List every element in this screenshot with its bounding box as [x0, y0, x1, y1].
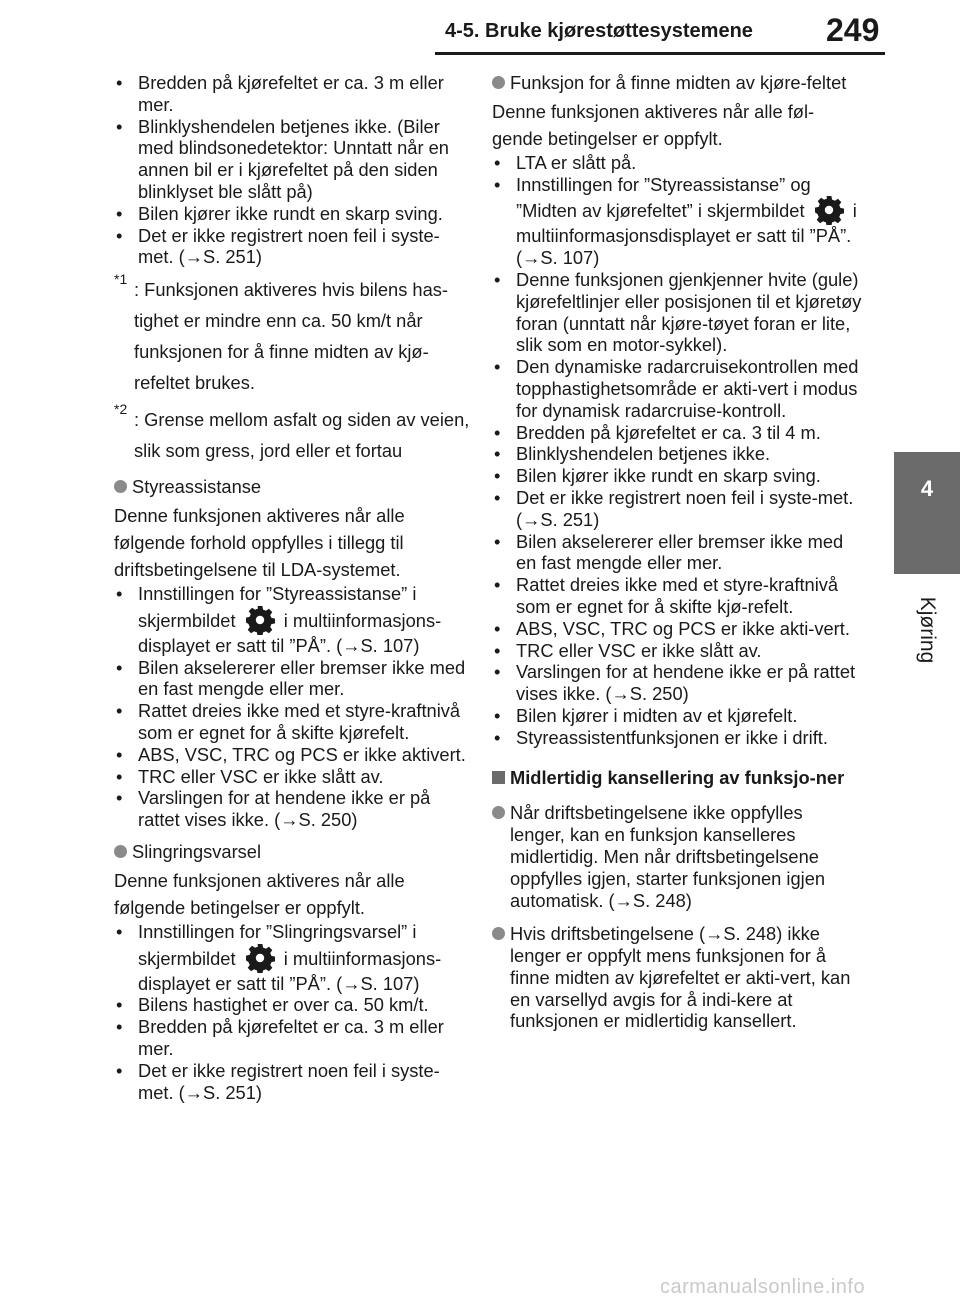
gear-icon	[245, 943, 275, 973]
paragraph-cancellation-1: Når driftsbetingelsene ikke oppfylles lenger, kan en funksjon kanselleres midlertidig. Men når driftsbetingelsene oppfylles igjen, starter funksjonen igjen automatisk. (→S. 248)	[492, 802, 862, 911]
list-item: • LTA er slått på.	[492, 152, 862, 174]
gear-line-before: Innstillingen for ”Slingringsvarsel” i skjermbildet	[138, 920, 417, 969]
gear-line-after: i multiinformasjonsdisplayet er satt til ”PÅ”. (→S. 107)	[516, 200, 857, 269]
gear-icon	[245, 605, 275, 635]
slingringsvarsel-conditions-list	[114, 921, 470, 1104]
footnote-1	[114, 271, 470, 398]
list-item: • Bilen kjører i midten av et kjørefelt.	[492, 705, 862, 727]
footnote-text: : Funksjonen aktiveres hvis bilens has-tighet er mindre enn ca. 50 km/t når funksjonen for å finne midten av kjø-refeltet brukes.	[134, 279, 448, 394]
footnote-mark: *1	[114, 271, 128, 288]
chapter-tab[interactable]	[894, 452, 960, 574]
lane-centering-conditions-list	[492, 152, 862, 749]
list-item: • ABS, VSC, TRC og PCS er ikke akti-vert.	[492, 618, 862, 640]
right-column	[492, 72, 862, 1032]
footnote-mark: *2	[114, 401, 128, 418]
chapter-tab-number: 4	[920, 476, 934, 501]
list-item: • Det er ikke registrert noen feil i syste-met. (→S. 251)	[114, 225, 470, 269]
page-header	[0, 0, 960, 58]
chapter-title: 4-5. Bruke kjørestøttesystemene	[445, 20, 753, 42]
list-item: • Rattet dreies ikke med et styre-kraftnivå som er egnet for å skifte kjørefelt.	[114, 700, 470, 744]
list-item: • Bilens hastighet er over ca. 50 km/t.	[114, 994, 470, 1016]
header-rule	[435, 52, 885, 55]
gear-icon	[814, 195, 844, 225]
list-item: • TRC eller VSC er ikke slått av.	[492, 640, 862, 662]
list-item: • Bredden på kjørefeltet er ca. 3 til 4 m.	[492, 422, 862, 444]
list-item: • TRC eller VSC er ikke slått av.	[114, 766, 470, 788]
watermark: carmanualsonline.info	[660, 1276, 866, 1298]
list-item: • Bilen kjører ikke rundt en skarp sving.	[114, 203, 470, 225]
chapter-side-label	[894, 588, 960, 668]
section-heading-lane-centering: Funksjon for å finne midten av kjøre-feltet	[492, 72, 862, 94]
list-item: • Rattet dreies ikke med et styre-kraftnivå som er egnet for å skifte kjø-refelt.	[492, 574, 862, 618]
gear-line-after: i multiinformasjons-displayet er satt til ”PÅ”. (→S. 107)	[138, 609, 442, 656]
paragraph-cancellation-2: Hvis driftsbetingelsene (→S. 248) ikke lenger er oppfylt mens funksjonen for å finne midten av kjørefeltet er akti-vert, kan en varsellyd avgis for å indi-kere at funksjonen er midlertidig kansellert.	[492, 923, 862, 1032]
gear-line-after: i multiinformasjons-displayet er satt til ”PÅ”. (→S. 107)	[138, 947, 442, 994]
list-item: • Bilen kjører ikke rundt en skarp sving.	[492, 465, 862, 487]
list-item	[492, 174, 862, 269]
list-item: • Denne funksjonen gjenkjenner hvite (gule) kjørefeltlinjer eller posisjonen til et kjøretøy foran (unntatt når kjøre-tøyet foran er lite, slik som en motor-sykkel).	[492, 269, 862, 356]
section-heading-slingringsvarsel: Slingringsvarsel	[114, 841, 470, 863]
list-item: • Bredden på kjørefeltet er ca. 3 m eller mer.	[114, 1016, 470, 1060]
gear-line-before: Innstillingen for ”Styreassistanse” og ”Midten av kjørefeltet” i skjermbildet	[516, 173, 811, 222]
list-item: • Varslingen for at hendene ikke er på rattet vises ikke. (→S. 250)	[114, 787, 470, 831]
list-item: • Blinklyshendelen betjenes ikke.	[492, 443, 862, 465]
section-intro: Denne funksjonen aktiveres når alle føl-gende betingelser er oppfylt.	[492, 100, 815, 149]
list-item: • Varslingen for at hendene ikke er på rattet vises ikke. (→S. 250)	[492, 661, 862, 705]
footnote-text: : Grense mellom asfalt og siden av veien, slik som gress, jord eller et fortau	[134, 409, 470, 462]
list-item: • Blinklyshendelen betjenes ikke. (Biler med blindsonedetektor: Unntatt når en annen bil er i kjørefeltet på den siden blinklyset ble slått på)	[114, 116, 470, 203]
list-item: • Styreassistentfunksjonen er ikke i drift.	[492, 727, 862, 749]
list-item	[114, 583, 470, 657]
section-intro: Denne funksjonen aktiveres når alle følgende betingelser er oppfylt.	[114, 869, 405, 918]
list-item: • ABS, VSC, TRC og PCS er ikke aktivert.	[114, 744, 470, 766]
styreassistanse-conditions-list	[114, 583, 470, 831]
section-intro: Denne funksjonen aktiveres når alle følgende forhold oppfylles i tillegg til driftsbetingelsene til LDA-systemet.	[114, 504, 405, 580]
left-column	[114, 72, 470, 1103]
section-heading-styreassistanse: Styreassistanse	[114, 476, 470, 498]
lda-conditions-list	[114, 72, 470, 268]
list-item: • Det er ikke registrert noen feil i syste-met. (→S. 251)	[492, 487, 862, 531]
gear-line-before: Innstillingen for ”Styreassistanse” i skjermbildet	[138, 582, 417, 631]
list-item: • Den dynamiske radarcruisekontrollen med topphastighetsområde er akti-vert i modus for dynamisk radarcruise-kontroll.	[492, 356, 862, 421]
subheading-temporary-cancellation: Midlertidig kansellering av funksjo-ner	[492, 767, 862, 789]
list-item: • Bilen akselererer eller bremser ikke med en fast mengde eller mer.	[492, 531, 862, 575]
list-item: • Det er ikke registrert noen feil i syste-met. (→S. 251)	[114, 1060, 470, 1104]
footnote-2	[114, 401, 470, 466]
list-item	[114, 921, 470, 995]
chapter-side-label-text: Kjøring	[916, 596, 939, 664]
list-item: • Bredden på kjørefeltet er ca. 3 m eller mer.	[114, 72, 470, 116]
list-item: • Bilen akselererer eller bremser ikke med en fast mengde eller mer.	[114, 657, 470, 701]
page-number: 249	[826, 12, 880, 48]
